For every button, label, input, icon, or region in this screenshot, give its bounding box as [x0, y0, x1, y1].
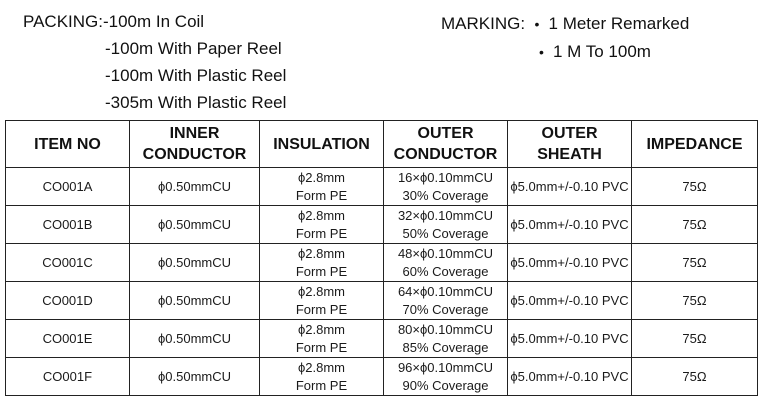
cell-inner-conductor: ϕ0.50mmCU [130, 244, 260, 282]
cell-outer-conductor: 96×ϕ0.10mmCU 90% Coverage [384, 358, 508, 396]
header-insulation: INSULATION [260, 121, 384, 168]
cell-impedance: 75Ω [632, 168, 758, 206]
marking-row-2 [441, 38, 689, 66]
packing-option: -305m With Plastic Reel [105, 93, 287, 112]
cell-outer-sheath: ϕ5.0mm+/-0.10 PVC [508, 358, 632, 396]
packing-option: -100m In Coil [102, 12, 205, 31]
cell-insulation: ϕ2.8mm Form PE [260, 282, 384, 320]
table-row [6, 244, 758, 282]
cell-insulation: ϕ2.8mm Form PE [260, 320, 384, 358]
bullet-icon: • [539, 44, 544, 60]
marking-row-1 [441, 10, 689, 38]
cell-insulation: ϕ2.8mm Form PE [260, 168, 384, 206]
table-row [6, 282, 758, 320]
cell-outer-conductor: 16×ϕ0.10mmCU 30% Coverage [384, 168, 508, 206]
cell-impedance: 75Ω [632, 320, 758, 358]
table-row [6, 206, 758, 244]
table-row [6, 320, 758, 358]
header-outer-sheath: OUTER SHEATH [508, 121, 632, 168]
cell-impedance: 75Ω [632, 282, 758, 320]
marking-section [441, 10, 689, 66]
cell-outer-sheath: ϕ5.0mm+/-0.10 PVC [508, 244, 632, 282]
header-outer-conductor: OUTER CONDUCTOR [384, 121, 508, 168]
cell-inner-conductor: ϕ0.50mmCU [130, 168, 260, 206]
cell-item-no: CO001E [6, 320, 130, 358]
packing-row-1 [23, 8, 286, 35]
table-row [6, 168, 758, 206]
cell-outer-sheath: ϕ5.0mm+/-0.10 PVC [508, 168, 632, 206]
cell-impedance: 75Ω [632, 244, 758, 282]
cell-item-no: CO001F [6, 358, 130, 396]
cell-inner-conductor: ϕ0.50mmCU [130, 358, 260, 396]
cell-outer-sheath: ϕ5.0mm+/-0.10 PVC [508, 206, 632, 244]
cell-outer-sheath: ϕ5.0mm+/-0.10 PVC [508, 282, 632, 320]
cell-item-no: CO001A [6, 168, 130, 206]
cable-spec-table [5, 120, 758, 396]
cell-outer-sheath: ϕ5.0mm+/-0.10 PVC [508, 320, 632, 358]
cell-inner-conductor: ϕ0.50mmCU [130, 282, 260, 320]
cell-inner-conductor: ϕ0.50mmCU [130, 206, 260, 244]
header-impedance: IMPEDANCE [632, 121, 758, 168]
cell-impedance: 75Ω [632, 358, 758, 396]
cell-insulation: ϕ2.8mm Form PE [260, 206, 384, 244]
cell-outer-conductor: 32×ϕ0.10mmCU 50% Coverage [384, 206, 508, 244]
cell-item-no: CO001D [6, 282, 130, 320]
cell-item-no: CO001B [6, 206, 130, 244]
cell-outer-conductor: 64×ϕ0.10mmCU 70% Coverage [384, 282, 508, 320]
marking-label: MARKING: [441, 14, 526, 33]
header-inner-conductor: INNER CONDUCTOR [130, 121, 260, 168]
packing-option: -100m With Plastic Reel [105, 66, 287, 85]
cell-item-no: CO001C [6, 244, 130, 282]
header-item-no: ITEM NO [6, 121, 130, 168]
cell-impedance: 75Ω [632, 206, 758, 244]
table-header-row [6, 121, 758, 168]
cell-outer-conductor: 80×ϕ0.10mmCU 85% Coverage [384, 320, 508, 358]
cell-insulation: ϕ2.8mm Form PE [260, 358, 384, 396]
table-row [6, 358, 758, 396]
cell-inner-conductor: ϕ0.50mmCU [130, 320, 260, 358]
cell-outer-conductor: 48×ϕ0.10mmCU 60% Coverage [384, 244, 508, 282]
bullet-icon: • [534, 16, 540, 32]
packing-section [23, 8, 286, 116]
packing-option: -100m With Paper Reel [105, 39, 282, 58]
marking-item: 1 Meter Remarked [548, 14, 690, 33]
marking-item: 1 M To 100m [553, 42, 651, 61]
packing-label: PACKING: [23, 12, 103, 31]
cell-insulation: ϕ2.8mm Form PE [260, 244, 384, 282]
